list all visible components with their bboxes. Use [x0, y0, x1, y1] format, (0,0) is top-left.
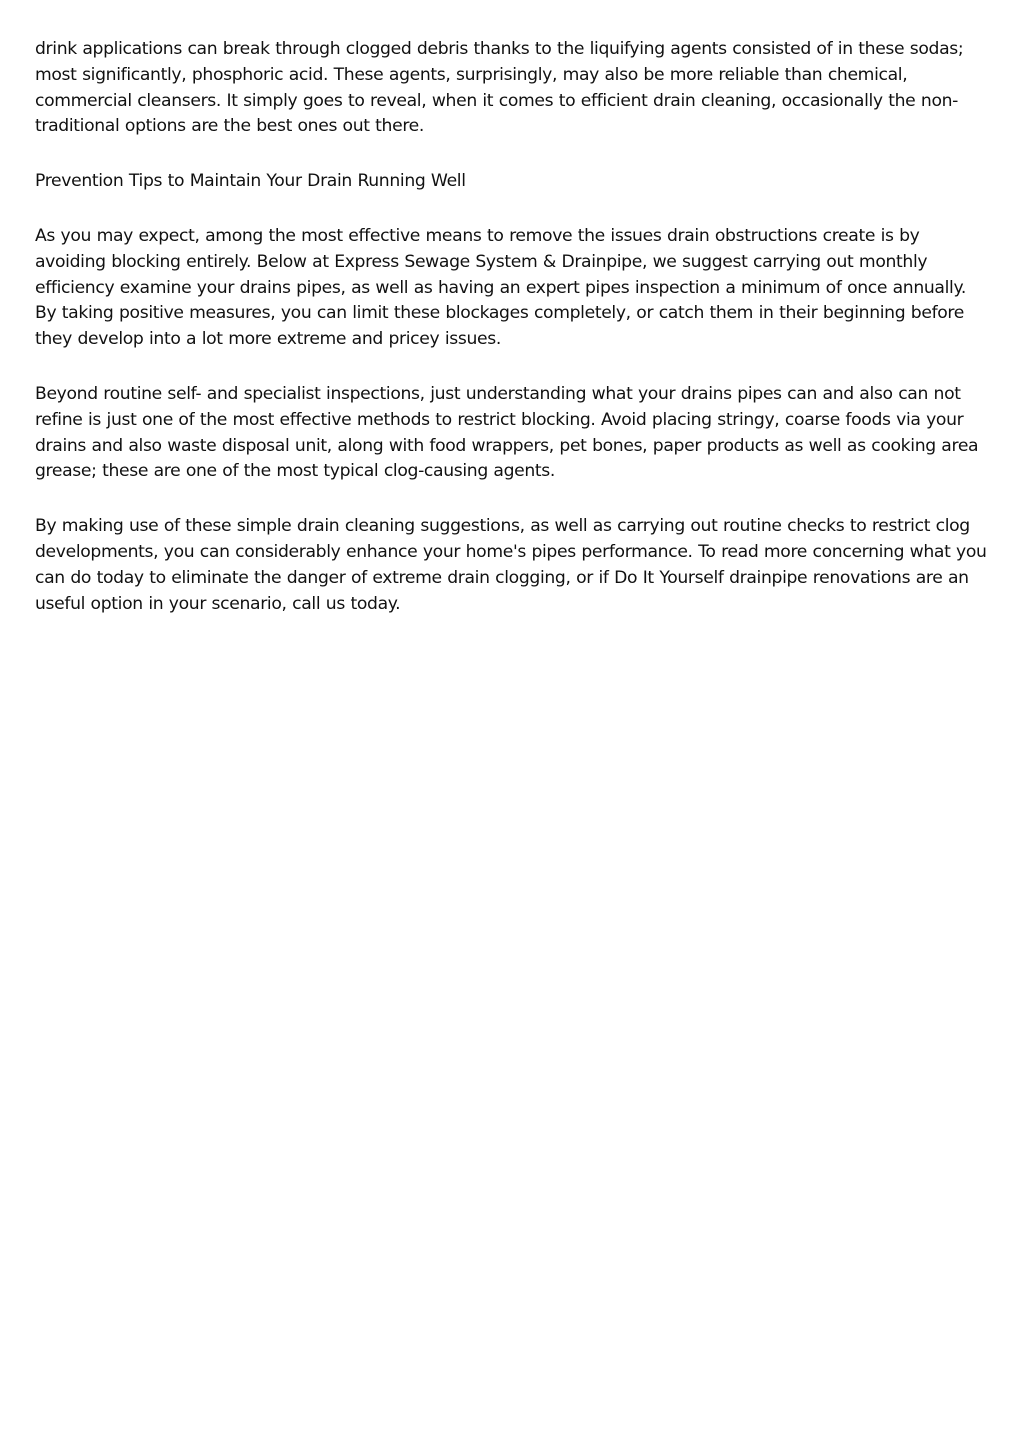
paragraph-prevention: As you may expect, among the most effective means to remove the issues drain obstructions create is by avoiding blocking entirely. Below at Express Sewage System & Drainpipe, we suggest carrying out monthly efficiency examine your drains pipes, as well as having an expert pipes inspection a minimum of once annually. By taking positive measures, you can limit these blockages completely, or catch them in their beginning before they develop into a lot more extreme and pricey issues. [35, 225, 966, 350]
section-heading: Prevention Tips to Maintain Your Drain Running Well [35, 171, 466, 192]
document-page [35, 37, 991, 646]
paragraph-intro: drink applications can break through clogged debris thanks to the liquifying agents consisted of in these sodas; most significantly, phosphoric acid. These agents, surprisingly, may also be more reliable than chemical, commercial cleansers. It simply goes to reveal, when it comes to efficient drain cleaning, occasionally the non-traditional options are the best ones out there. [35, 39, 964, 137]
paragraph-inspections: Beyond routine self- and specialist inspections, just understanding what your drains pipes can and also can not refine is just one of the most effective methods to restrict blocking. Avoid placing stringy, coarse foods via your drains and also waste disposal unit, along with food wrappers, pet bones, paper products as well as cooking area grease; these are one of the most typical clog-causing agents. [35, 383, 979, 482]
paragraph-conclusion: By making use of these simple drain cleaning suggestions, as well as carrying out routine checks to restrict clog developments, you can considerably enhance your home's pipes performance. To read more concerning what you can do today to eliminate the danger of extreme drain clogging, or if Do It Yourself drainpipe renovations are an useful option in your scenario, call us today. [35, 516, 987, 614]
